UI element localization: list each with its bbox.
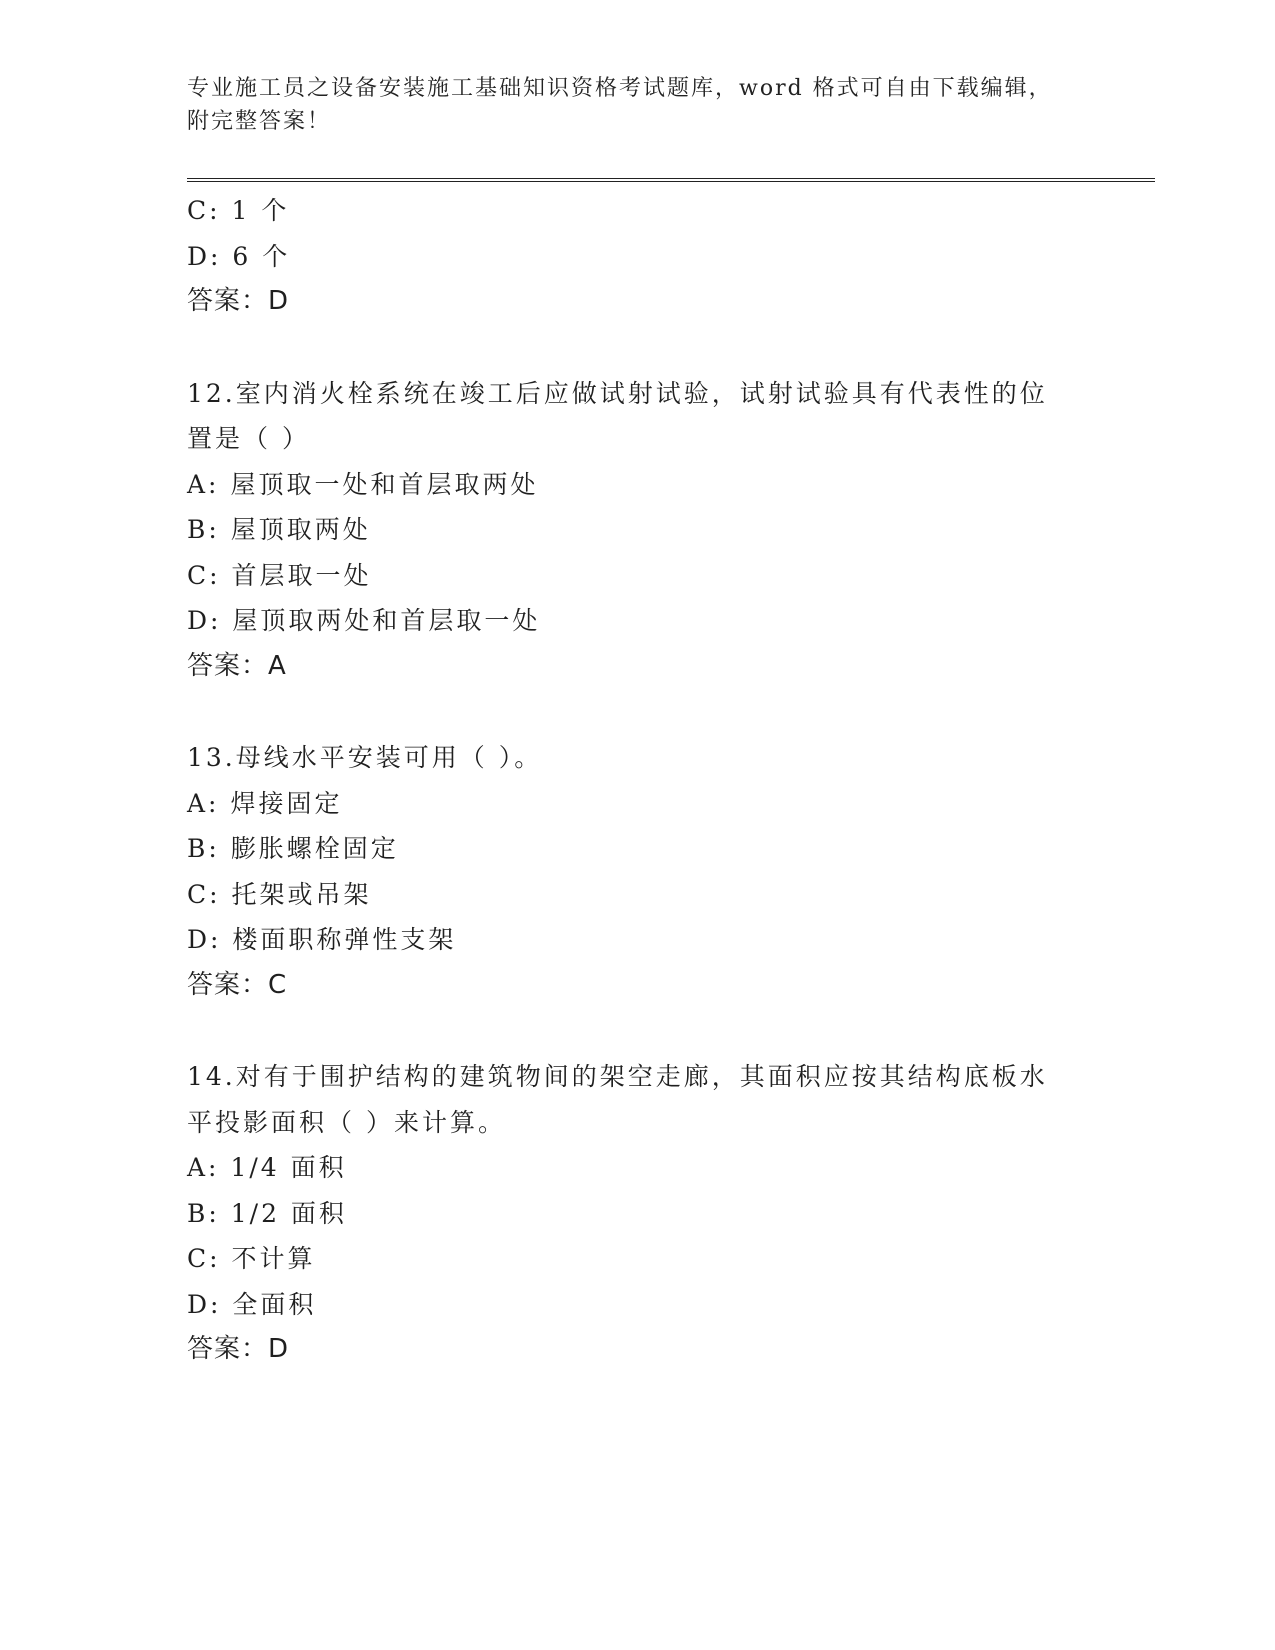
- option-letter: B:: [187, 834, 220, 863]
- option-letter: C:: [187, 879, 221, 909]
- option-letter: B:: [187, 1198, 220, 1228]
- option-text: 6 个: [232, 241, 291, 271]
- option-text: 屋顶取一处和首层取两处: [230, 469, 539, 499]
- option-letter: A:: [187, 1153, 220, 1182]
- option-text: 全面积: [232, 1289, 317, 1319]
- option-d: [187, 1282, 1087, 1328]
- spacer: [187, 1008, 1087, 1054]
- answer-line: 答案：C: [187, 969, 288, 1000]
- option-letter: D:: [187, 606, 222, 635]
- spacer: [187, 325, 1087, 371]
- option-letter: A:: [187, 788, 220, 818]
- option-letter: A:: [187, 469, 220, 499]
- spacer: [187, 689, 1087, 735]
- option-text: 不计算: [231, 1244, 316, 1273]
- option-text: 首层取一处: [231, 560, 372, 590]
- option-b: [187, 826, 1087, 872]
- document-header: [187, 72, 1067, 138]
- option-b: [187, 507, 1087, 553]
- option-letter: D:: [187, 1289, 222, 1319]
- question-stem-line: 14.对有于围护结构的建筑物间的架空走廊，其面积应按其结构底板水: [187, 1062, 1048, 1091]
- option-letter: C:: [187, 1244, 221, 1273]
- answer-line: 答案：D: [187, 286, 290, 316]
- option-letter: B:: [187, 515, 220, 544]
- option-a: [187, 781, 1087, 827]
- option-c: [187, 188, 1087, 234]
- header-divider: [187, 178, 1155, 182]
- option-c: [187, 872, 1087, 918]
- question-12: [187, 371, 1087, 690]
- question-stem-line: 置是（ ）: [187, 424, 310, 453]
- option-d: [187, 598, 1087, 644]
- option-b: [187, 1191, 1087, 1237]
- question-13: [187, 735, 1087, 1008]
- option-text: 屋顶取两处和首层取一处: [232, 606, 541, 635]
- option-text: 1/2 面积: [230, 1198, 347, 1228]
- option-letter: D:: [187, 925, 222, 954]
- header-line-1: 专业施工员之设备安装施工基础知识资格考试题库，word 格式可自由下载编辑，: [187, 76, 1053, 101]
- option-text: 1 个: [231, 196, 290, 225]
- option-d: [187, 234, 1087, 280]
- option-text: 膨胀螺栓固定: [230, 834, 399, 863]
- question-list: [187, 188, 1087, 1373]
- question-stem-line: 12.室内消火栓系统在竣工后应做试射试验，试射试验具有代表性的位: [187, 378, 1048, 408]
- option-d: [187, 917, 1087, 963]
- option-letter: D:: [187, 241, 222, 271]
- option-text: 楼面职称弹性支架: [232, 925, 457, 954]
- option-c: [187, 1236, 1087, 1282]
- question-stem-line: 平投影面积（ ）来计算。: [187, 1107, 506, 1137]
- option-text: 1/4 面积: [230, 1153, 347, 1182]
- answer-line: 答案：D: [187, 1334, 290, 1364]
- option-a: [187, 462, 1087, 508]
- option-letter: C:: [187, 196, 221, 225]
- header-line-2: 附完整答案！: [187, 109, 332, 134]
- question-stem-line: 13.母线水平安装可用（ ）。: [187, 743, 543, 772]
- option-c: [187, 553, 1087, 599]
- question-14: [187, 1054, 1087, 1373]
- option-a: [187, 1145, 1087, 1191]
- answer-line: 答案：A: [187, 650, 287, 681]
- partial-question: [187, 188, 1087, 325]
- option-letter: C:: [187, 560, 221, 590]
- option-text: 焊接固定: [230, 788, 343, 818]
- option-text: 屋顶取两处: [230, 515, 371, 544]
- option-text: 托架或吊架: [231, 879, 372, 909]
